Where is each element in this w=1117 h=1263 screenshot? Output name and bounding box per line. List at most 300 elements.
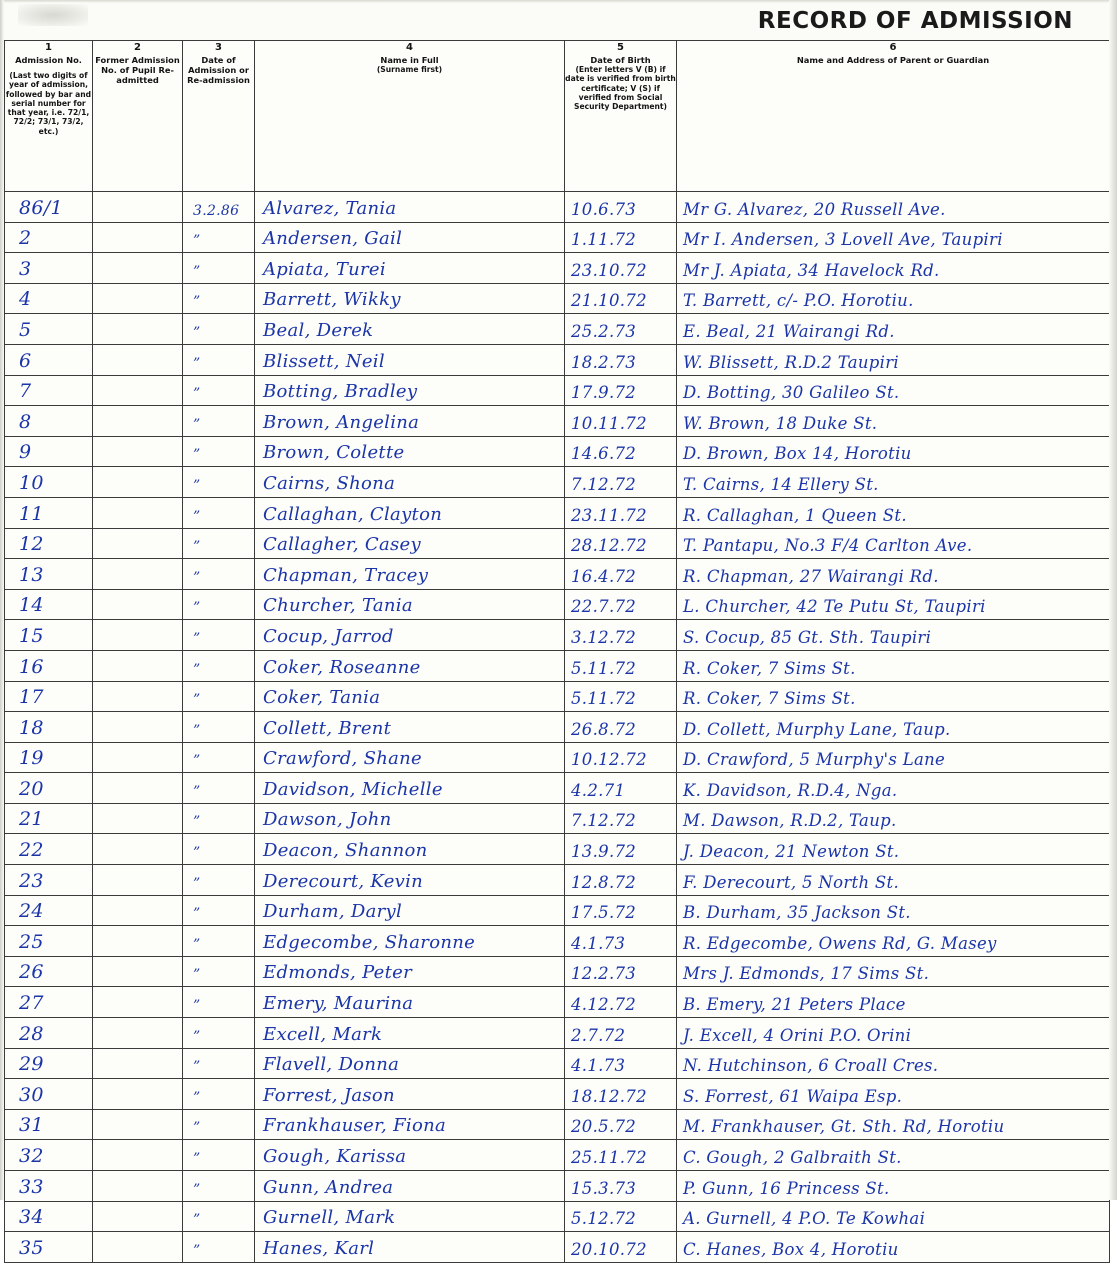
cell-date-of-birth-inner bbox=[565, 712, 676, 742]
cell-date-of-admission-inner bbox=[183, 253, 254, 283]
cell-name-in-full-text: Crawford, Shane bbox=[263, 748, 422, 770]
cell-parent-guardian-text: R. Chapman, 27 Wairangi Rd. bbox=[683, 566, 939, 586]
cell-parent-guardian-text: C. Gough, 2 Galbraith St. bbox=[683, 1148, 902, 1167]
cell-name-in-full bbox=[255, 375, 565, 406]
cell-admission-no bbox=[5, 467, 93, 498]
cell-date-of-birth-inner bbox=[565, 559, 676, 589]
cell-date-of-birth-text: 1.11.72 bbox=[571, 230, 637, 250]
cell-name-in-full-text: Dawson, John bbox=[263, 809, 392, 831]
cell-parent-guardian-text: N. Hutchinson, 6 Croall Cres. bbox=[683, 1056, 939, 1076]
cell-admission-no-text: 2 bbox=[19, 227, 32, 250]
cell-admission-no-inner bbox=[5, 957, 92, 987]
column-header-name-in-full-title: Name in Full bbox=[380, 55, 439, 65]
cell-former-admission-no-inner bbox=[93, 529, 182, 559]
cell-date-of-birth bbox=[565, 1232, 677, 1263]
cell-admission-no-inner bbox=[5, 620, 92, 650]
cell-parent-guardian bbox=[677, 803, 1110, 834]
column-number-5: 5 bbox=[565, 41, 677, 56]
cell-admission-no-inner bbox=[5, 1171, 92, 1201]
column-header-name-in-full bbox=[255, 55, 565, 192]
cell-admission-no-text: 34 bbox=[19, 1206, 44, 1229]
cell-parent-guardian-text: D. Botting, 30 Galileo St. bbox=[683, 383, 900, 403]
cell-parent-guardian-text: B. Durham, 35 Jackson St. bbox=[683, 903, 911, 923]
cell-parent-guardian-inner bbox=[677, 529, 1109, 559]
cell-date-of-admission bbox=[183, 1140, 255, 1171]
cell-date-of-birth bbox=[565, 192, 677, 223]
cell-admission-no-text: 26 bbox=[19, 961, 44, 984]
table-row bbox=[5, 712, 1110, 743]
cell-admission-no-inner bbox=[5, 1202, 92, 1232]
cell-date-of-birth-text: 13.9.72 bbox=[571, 842, 637, 862]
cell-date-of-admission-text: ” bbox=[193, 967, 201, 984]
cell-former-admission-no-inner bbox=[93, 1079, 182, 1109]
table-row bbox=[5, 375, 1110, 406]
cell-date-of-admission bbox=[183, 1109, 255, 1140]
cell-date-of-birth-text: 23.10.72 bbox=[571, 260, 647, 280]
cell-name-in-full bbox=[255, 1018, 565, 1049]
cell-date-of-birth-inner bbox=[565, 987, 676, 1017]
cell-admission-no-inner bbox=[5, 743, 92, 773]
cell-parent-guardian bbox=[677, 1018, 1110, 1049]
table-row bbox=[5, 926, 1110, 957]
cell-parent-guardian bbox=[677, 956, 1110, 987]
cell-date-of-birth-text: 5.12.72 bbox=[571, 1209, 637, 1229]
cell-date-of-birth-inner bbox=[565, 1079, 676, 1109]
column-header-former-admission-no-title: Former Admission No. of Pupil Re-admitted bbox=[95, 55, 180, 86]
cell-name-in-full bbox=[255, 926, 565, 957]
cell-admission-no-text: 31 bbox=[19, 1114, 44, 1137]
cell-name-in-full bbox=[255, 1140, 565, 1171]
cell-former-admission-no-inner bbox=[93, 1232, 182, 1262]
cell-parent-guardian-text: W. Blissett, R.D.2 Taupiri bbox=[683, 352, 899, 372]
cell-date-of-birth bbox=[565, 742, 677, 773]
cell-date-of-admission-text: ” bbox=[193, 1120, 201, 1137]
cell-date-of-admission-text: ” bbox=[193, 1242, 201, 1259]
cell-date-of-birth bbox=[565, 559, 677, 590]
cell-name-in-full bbox=[255, 192, 565, 223]
table-row bbox=[5, 283, 1110, 314]
cell-former-admission-no bbox=[93, 436, 183, 467]
cell-former-admission-no bbox=[93, 1171, 183, 1202]
cell-date-of-birth-text: 12.2.73 bbox=[571, 964, 637, 984]
cell-date-of-admission bbox=[183, 987, 255, 1018]
table-row bbox=[5, 895, 1110, 926]
cell-former-admission-no-inner bbox=[93, 345, 182, 375]
table-row bbox=[5, 1201, 1110, 1232]
cell-parent-guardian bbox=[677, 344, 1110, 375]
column-header-admission-no-title: Admission No. bbox=[15, 55, 82, 65]
cell-admission-no-text: 4 bbox=[19, 288, 32, 311]
cell-name-in-full-inner bbox=[255, 467, 564, 497]
cell-name-in-full-inner bbox=[255, 773, 564, 803]
cell-parent-guardian bbox=[677, 589, 1110, 620]
cell-parent-guardian bbox=[677, 773, 1110, 804]
cell-date-of-admission-inner bbox=[183, 712, 254, 742]
cell-admission-no bbox=[5, 620, 93, 651]
cell-admission-no bbox=[5, 681, 93, 712]
cell-name-in-full bbox=[255, 803, 565, 834]
cell-date-of-admission bbox=[183, 895, 255, 926]
cell-admission-no bbox=[5, 589, 93, 620]
cell-former-admission-no-inner bbox=[93, 284, 182, 314]
cell-parent-guardian bbox=[677, 834, 1110, 865]
cell-name-in-full-text: Gurnell, Mark bbox=[263, 1207, 396, 1229]
cell-date-of-admission-text: ” bbox=[193, 998, 201, 1015]
cell-admission-no bbox=[5, 1232, 93, 1263]
cell-date-of-admission bbox=[183, 406, 255, 437]
cell-name-in-full-text: Davidson, Michelle bbox=[263, 778, 443, 800]
cell-name-in-full-inner bbox=[255, 926, 564, 956]
cell-parent-guardian-text: T. Pantapu, No.3 F/4 Carlton Ave. bbox=[683, 536, 973, 556]
cell-parent-guardian bbox=[677, 528, 1110, 559]
cell-name-in-full bbox=[255, 1232, 565, 1263]
cell-date-of-admission-inner bbox=[183, 1140, 254, 1170]
cell-name-in-full-inner bbox=[255, 712, 564, 742]
cell-former-admission-no-inner bbox=[93, 376, 182, 406]
cell-date-of-admission bbox=[183, 314, 255, 345]
cell-name-in-full-text: Frankhauser, Fiona bbox=[263, 1115, 447, 1137]
cell-name-in-full-text: Chapman, Tracey bbox=[263, 564, 429, 586]
table-row bbox=[5, 436, 1110, 467]
cell-admission-no-text: 8 bbox=[19, 410, 32, 433]
cell-parent-guardian-inner bbox=[677, 1049, 1109, 1079]
cell-former-admission-no-inner bbox=[93, 406, 182, 436]
cell-parent-guardian bbox=[677, 895, 1110, 926]
cell-date-of-admission bbox=[183, 1048, 255, 1079]
cell-date-of-admission-text: ” bbox=[193, 783, 201, 800]
cell-parent-guardian-text: D. Crawford, 5 Murphy's Lane bbox=[683, 750, 946, 770]
cell-date-of-birth bbox=[565, 406, 677, 437]
cell-name-in-full-inner bbox=[255, 1018, 564, 1048]
cell-admission-no-text: 6 bbox=[19, 349, 32, 372]
cell-name-in-full bbox=[255, 987, 565, 1018]
cell-date-of-birth-text: 20.5.72 bbox=[571, 1117, 637, 1137]
cell-admission-no-text: 86/1 bbox=[19, 196, 63, 219]
cell-admission-no-inner bbox=[5, 1110, 92, 1140]
cell-parent-guardian bbox=[677, 1140, 1110, 1171]
cell-date-of-admission-text: ” bbox=[193, 1089, 201, 1106]
cell-former-admission-no bbox=[93, 344, 183, 375]
cell-parent-guardian-inner bbox=[677, 834, 1109, 864]
cell-date-of-birth-inner bbox=[565, 498, 676, 528]
column-header-date-of-birth-note: (Enter letters V (B) if date is verified from birth certificate; V (S) if verified from Social Security Department) bbox=[565, 65, 676, 112]
cell-date-of-birth-inner bbox=[565, 1049, 676, 1079]
cell-former-admission-no-inner bbox=[93, 559, 182, 589]
cell-parent-guardian bbox=[677, 497, 1110, 528]
column-number-3: 3 bbox=[183, 41, 255, 56]
cell-former-admission-no-inner bbox=[93, 590, 182, 620]
cell-date-of-birth-inner bbox=[565, 467, 676, 497]
cell-date-of-admission-text: ” bbox=[193, 1212, 201, 1229]
cell-former-admission-no-inner bbox=[93, 620, 182, 650]
cell-former-admission-no-inner bbox=[93, 192, 182, 222]
cell-parent-guardian bbox=[677, 406, 1110, 437]
cell-name-in-full bbox=[255, 589, 565, 620]
cell-former-admission-no-inner bbox=[93, 314, 182, 344]
table-row bbox=[5, 1109, 1110, 1140]
cell-date-of-admission-text: ” bbox=[193, 477, 201, 494]
cell-admission-no bbox=[5, 314, 93, 345]
cell-admission-no-inner bbox=[5, 284, 92, 314]
table-row bbox=[5, 253, 1110, 284]
cell-admission-no-inner bbox=[5, 1018, 92, 1048]
column-number-4: 4 bbox=[255, 41, 565, 56]
cell-parent-guardian bbox=[677, 222, 1110, 253]
column-header-admission-no bbox=[5, 55, 93, 192]
cell-date-of-birth-text: 7.12.72 bbox=[571, 474, 637, 494]
table-row bbox=[5, 192, 1110, 223]
cell-former-admission-no bbox=[93, 1109, 183, 1140]
column-header-date-of-birth bbox=[565, 55, 677, 192]
cell-name-in-full-text: Botting, Bradley bbox=[263, 381, 418, 403]
cell-name-in-full bbox=[255, 773, 565, 804]
cell-name-in-full-inner bbox=[255, 620, 564, 650]
cell-parent-guardian-text: B. Emery, 21 Peters Place bbox=[683, 995, 906, 1015]
cell-name-in-full bbox=[255, 436, 565, 467]
cell-admission-no bbox=[5, 1048, 93, 1079]
cell-admission-no-text: 13 bbox=[19, 563, 44, 586]
cell-former-admission-no bbox=[93, 406, 183, 437]
cell-name-in-full-inner bbox=[255, 559, 564, 589]
cell-former-admission-no bbox=[93, 467, 183, 498]
cell-name-in-full-text: Hanes, Karl bbox=[263, 1237, 375, 1259]
cell-date-of-admission-text: ” bbox=[193, 692, 201, 709]
cell-date-of-birth bbox=[565, 222, 677, 253]
cell-date-of-admission-inner bbox=[183, 1018, 254, 1048]
cell-admission-no-inner bbox=[5, 590, 92, 620]
cell-date-of-admission-text: ” bbox=[193, 1151, 201, 1167]
cell-date-of-birth-inner bbox=[565, 376, 676, 406]
cell-admission-no-text: 11 bbox=[19, 502, 44, 525]
cell-parent-guardian bbox=[677, 620, 1110, 651]
cell-admission-no-text: 3 bbox=[19, 257, 32, 280]
cell-parent-guardian-inner bbox=[677, 712, 1109, 742]
table-row bbox=[5, 956, 1110, 987]
cell-parent-guardian-inner bbox=[677, 743, 1109, 773]
cell-date-of-birth bbox=[565, 834, 677, 865]
cell-former-admission-no bbox=[93, 987, 183, 1018]
cell-former-admission-no-inner bbox=[93, 957, 182, 987]
cell-date-of-birth-text: 21.10.72 bbox=[571, 291, 647, 311]
cell-former-admission-no-inner bbox=[93, 498, 182, 528]
cell-date-of-admission bbox=[183, 1201, 255, 1232]
cell-parent-guardian bbox=[677, 1171, 1110, 1202]
cell-former-admission-no bbox=[93, 956, 183, 987]
cell-parent-guardian bbox=[677, 681, 1110, 712]
cell-name-in-full-text: Excell, Mark bbox=[263, 1023, 383, 1045]
cell-date-of-admission bbox=[183, 1232, 255, 1263]
cell-admission-no-inner bbox=[5, 651, 92, 681]
cell-date-of-birth-inner bbox=[565, 1110, 676, 1140]
cell-date-of-birth-text: 10.12.72 bbox=[571, 750, 647, 770]
cell-former-admission-no-inner bbox=[93, 834, 182, 864]
cell-former-admission-no bbox=[93, 620, 183, 651]
cell-date-of-admission-inner bbox=[183, 406, 254, 436]
cell-admission-no-text: 24 bbox=[19, 900, 44, 923]
cell-parent-guardian-inner bbox=[677, 559, 1109, 589]
cell-former-admission-no bbox=[93, 1048, 183, 1079]
cell-date-of-admission-inner bbox=[183, 743, 254, 773]
cell-date-of-birth bbox=[565, 895, 677, 926]
cell-former-admission-no-inner bbox=[93, 1110, 182, 1140]
column-header-date-of-admission bbox=[183, 55, 255, 192]
table-row bbox=[5, 1079, 1110, 1110]
cell-admission-no-inner bbox=[5, 437, 92, 467]
cell-date-of-birth-inner bbox=[565, 896, 676, 926]
cell-admission-no-inner bbox=[5, 682, 92, 712]
cell-admission-no bbox=[5, 1018, 93, 1049]
cell-date-of-birth bbox=[565, 497, 677, 528]
cell-admission-no-text: 10 bbox=[19, 471, 44, 494]
cell-date-of-admission bbox=[183, 559, 255, 590]
cell-parent-guardian-inner bbox=[677, 314, 1109, 344]
cell-former-admission-no bbox=[93, 1232, 183, 1263]
cell-name-in-full-inner bbox=[255, 1140, 564, 1170]
cell-name-in-full-inner bbox=[255, 804, 564, 834]
cell-parent-guardian bbox=[677, 1109, 1110, 1140]
cell-former-admission-no bbox=[93, 834, 183, 865]
cell-name-in-full-inner bbox=[255, 284, 564, 314]
column-header-date-of-birth-title: Date of Birth bbox=[590, 55, 651, 65]
table-row bbox=[5, 344, 1110, 375]
cell-date-of-birth-text: 25.2.73 bbox=[571, 321, 637, 341]
cell-date-of-admission bbox=[183, 467, 255, 498]
cell-parent-guardian bbox=[677, 865, 1110, 896]
cell-parent-guardian-inner bbox=[677, 590, 1109, 620]
cell-admission-no bbox=[5, 1079, 93, 1110]
cell-admission-no bbox=[5, 253, 93, 284]
cell-date-of-birth-inner bbox=[565, 345, 676, 375]
cell-date-of-admission-inner bbox=[183, 284, 254, 314]
cell-parent-guardian bbox=[677, 436, 1110, 467]
cell-date-of-admission-text: ” bbox=[193, 1181, 201, 1198]
cell-date-of-birth-text: 22.7.72 bbox=[571, 597, 637, 617]
cell-date-of-admission-inner bbox=[183, 559, 254, 589]
cell-parent-guardian-text: T. Barrett, c/- P.O. Horotiu. bbox=[683, 291, 914, 311]
cell-former-admission-no-inner bbox=[93, 804, 182, 834]
cell-date-of-birth bbox=[565, 926, 677, 957]
cell-date-of-admission-inner bbox=[183, 590, 254, 620]
cell-former-admission-no-inner bbox=[93, 1171, 182, 1201]
cell-date-of-admission bbox=[183, 742, 255, 773]
cell-admission-no bbox=[5, 773, 93, 804]
cell-former-admission-no bbox=[93, 589, 183, 620]
cell-date-of-admission bbox=[183, 803, 255, 834]
cell-date-of-birth-text: 26.8.72 bbox=[571, 719, 637, 739]
cell-former-admission-no bbox=[93, 497, 183, 528]
cell-date-of-admission bbox=[183, 253, 255, 284]
column-header-row bbox=[5, 55, 1110, 192]
cell-parent-guardian-text: Mr J. Apiata, 34 Havelock Rd. bbox=[683, 260, 940, 280]
cell-date-of-admission-inner bbox=[183, 865, 254, 895]
cell-parent-guardian-inner bbox=[677, 1202, 1109, 1232]
cell-admission-no-text: 21 bbox=[19, 808, 44, 831]
cell-parent-guardian bbox=[677, 1232, 1110, 1263]
cell-former-admission-no-inner bbox=[93, 437, 182, 467]
cell-date-of-admission bbox=[183, 375, 255, 406]
cell-parent-guardian-text: A. Gurnell, 4 P.O. Te Kowhai bbox=[683, 1209, 926, 1229]
cell-admission-no-text: 9 bbox=[19, 441, 32, 464]
cell-name-in-full bbox=[255, 344, 565, 375]
cell-former-admission-no-inner bbox=[93, 223, 182, 253]
cell-name-in-full-text: Blissett, Neil bbox=[263, 350, 385, 372]
cell-name-in-full-text: Cocup, Jarrod bbox=[263, 625, 394, 647]
cell-admission-no-inner bbox=[5, 406, 92, 436]
cell-parent-guardian-inner bbox=[677, 682, 1109, 712]
cell-parent-guardian-text: S. Forrest, 61 Waipa Esp. bbox=[683, 1086, 903, 1106]
cell-former-admission-no bbox=[93, 375, 183, 406]
cell-admission-no-inner bbox=[5, 1232, 92, 1262]
cell-admission-no-inner bbox=[5, 712, 92, 742]
cell-admission-no-inner bbox=[5, 223, 92, 253]
cell-date-of-admission bbox=[183, 1018, 255, 1049]
cell-admission-no bbox=[5, 956, 93, 987]
column-number-2: 2 bbox=[93, 41, 183, 56]
cell-name-in-full bbox=[255, 865, 565, 896]
cell-name-in-full-text: Collett, Brent bbox=[263, 717, 392, 739]
cell-date-of-birth-text: 3.12.72 bbox=[571, 627, 637, 647]
cell-name-in-full-text: Coker, Roseanne bbox=[263, 656, 421, 678]
cell-parent-guardian-text: S. Cocup, 85 Gt. Sth. Taupiri bbox=[683, 627, 932, 647]
cell-admission-no bbox=[5, 222, 93, 253]
cell-date-of-birth-inner bbox=[565, 834, 676, 864]
cell-name-in-full bbox=[255, 712, 565, 743]
cell-parent-guardian bbox=[677, 375, 1110, 406]
cell-former-admission-no-inner bbox=[93, 896, 182, 926]
cell-date-of-birth-inner bbox=[565, 253, 676, 283]
cell-parent-guardian-inner bbox=[677, 957, 1109, 987]
cell-admission-no bbox=[5, 436, 93, 467]
cell-date-of-admission bbox=[183, 222, 255, 253]
cell-date-of-admission-inner bbox=[183, 896, 254, 926]
cell-date-of-admission bbox=[183, 650, 255, 681]
cell-name-in-full-inner bbox=[255, 834, 564, 864]
cell-parent-guardian-text: F. Derecourt, 5 North St. bbox=[683, 872, 900, 892]
cell-parent-guardian-text: W. Brown, 18 Duke St. bbox=[683, 413, 878, 433]
table-row bbox=[5, 803, 1110, 834]
cell-parent-guardian-inner bbox=[677, 1018, 1109, 1048]
cell-name-in-full-inner bbox=[255, 253, 564, 283]
cell-name-in-full bbox=[255, 406, 565, 437]
table-row bbox=[5, 742, 1110, 773]
cell-parent-guardian-text: Mrs J. Edmonds, 17 Sims St. bbox=[683, 964, 930, 984]
cell-name-in-full-text: Durham, Daryl bbox=[263, 901, 403, 923]
register-body bbox=[5, 192, 1110, 1263]
cell-name-in-full bbox=[255, 834, 565, 865]
cell-former-admission-no-inner bbox=[93, 926, 182, 956]
cell-name-in-full-text: Brown, Colette bbox=[263, 442, 405, 464]
table-row bbox=[5, 497, 1110, 528]
cell-parent-guardian-text: M. Dawson, R.D.2, Taup. bbox=[683, 811, 897, 831]
cell-admission-no-inner bbox=[5, 987, 92, 1017]
cell-name-in-full-text: Alvarez, Tania bbox=[263, 197, 397, 219]
cell-name-in-full bbox=[255, 1048, 565, 1079]
cell-date-of-birth-text: 5.11.72 bbox=[571, 658, 637, 678]
cell-date-of-birth-text: 10.6.73 bbox=[571, 199, 637, 219]
cell-name-in-full bbox=[255, 620, 565, 651]
cell-date-of-birth-inner bbox=[565, 437, 676, 467]
cell-name-in-full bbox=[255, 222, 565, 253]
cell-former-admission-no bbox=[93, 222, 183, 253]
cell-name-in-full-inner bbox=[255, 406, 564, 436]
cell-date-of-birth-inner bbox=[565, 1232, 676, 1262]
cell-date-of-admission bbox=[183, 620, 255, 651]
cell-parent-guardian bbox=[677, 926, 1110, 957]
cell-former-admission-no bbox=[93, 528, 183, 559]
cell-date-of-admission-text: ” bbox=[193, 569, 201, 586]
table-row bbox=[5, 834, 1110, 865]
cell-parent-guardian-inner bbox=[677, 651, 1109, 681]
